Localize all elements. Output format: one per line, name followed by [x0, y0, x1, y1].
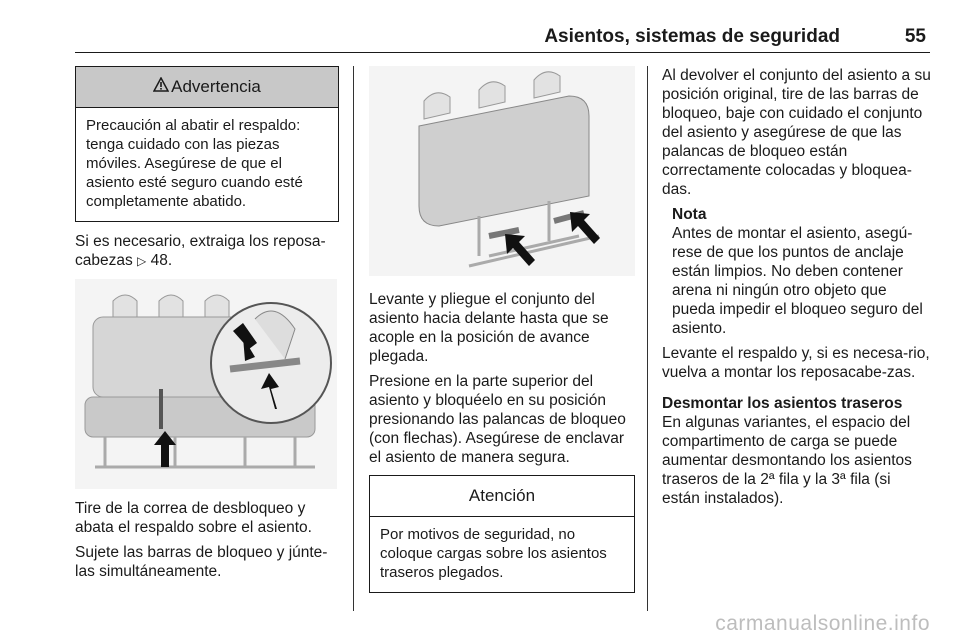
column-1 [75, 66, 339, 587]
illustration-seat-folded [369, 66, 635, 276]
warning-icon [153, 77, 169, 97]
header-title: Asientos, sistemas de seguridad [544, 26, 840, 47]
paragraph: Sujete las barras de bloqueo y júnte-las simultáneamente. [75, 544, 328, 580]
warning-title: Advertencia [171, 77, 261, 96]
attention-text: Por motivos de seguridad, no coloque cargas sobre los asientos traseros plegados. [380, 526, 607, 581]
paragraph: Levante y pliegue el conjunto del asiento hacia delante hasta que se acople en la posición de avance plegada. [369, 291, 609, 365]
paragraph: Al devolver el conjunto del asiento a su posición original, tire de las barras de bloqueo, baje con cuidado el conjunto del asiento y asegúrese de que las palancas de bloqueo están correctamente colocadas y bloquea-das. [662, 67, 931, 198]
paragraph: Levante el respaldo y, si es necesa-rio, vuelva a montar los reposacabe-zas. [662, 345, 930, 381]
arrow-ref-icon: ▷ [137, 254, 147, 268]
paragraph: Tire de la correa de desbloqueo y abata el respaldo sobre el asiento. [75, 500, 312, 536]
attention-header: Atención [370, 476, 634, 517]
paragraph: Presione en la parte superior del asiento y bloquéelo en su posición presionando las palancas de bloqueo (con flechas). Asegúrese de enclavar el asiento de manera segura. [369, 373, 626, 466]
column-divider [647, 66, 648, 611]
attention-box [369, 475, 635, 593]
warning-box [75, 66, 339, 222]
illustration-seat-release [75, 279, 337, 489]
page-header [75, 26, 930, 53]
page-number: 55 [904, 26, 926, 47]
section-heading: Desmontar los asientos traseros [662, 395, 903, 412]
paragraph: En algunas variantes, el espacio del compartimento de carga se puede aumentar desmontando los asientos traseros de la 2ª fila y la 3ª fila (si están instalados). [662, 414, 912, 507]
column-2 [369, 66, 635, 593]
note-block [662, 205, 932, 338]
warning-text: Precaución al abatir el respaldo: tenga cuidado con las piezas móviles. Asegúrese de que el asiento esté seguro cuando esté completamente abatido. [86, 117, 303, 210]
watermark: carmanualsonline.info [715, 612, 930, 635]
column-3 [662, 66, 932, 514]
note-title: Nota [672, 206, 707, 223]
column-divider [353, 66, 354, 611]
paragraph: Si es necesario, extraiga los reposa-cabezas ▷ 48. [75, 233, 326, 269]
note-text: Antes de montar el asiento, asegú-rese de que los puntos de anclaje están limpios. No deben contener arena ni ningún otro objeto que pueda impedir el bloqueo seguro del asiento. [672, 225, 923, 337]
warning-header [76, 67, 338, 108]
